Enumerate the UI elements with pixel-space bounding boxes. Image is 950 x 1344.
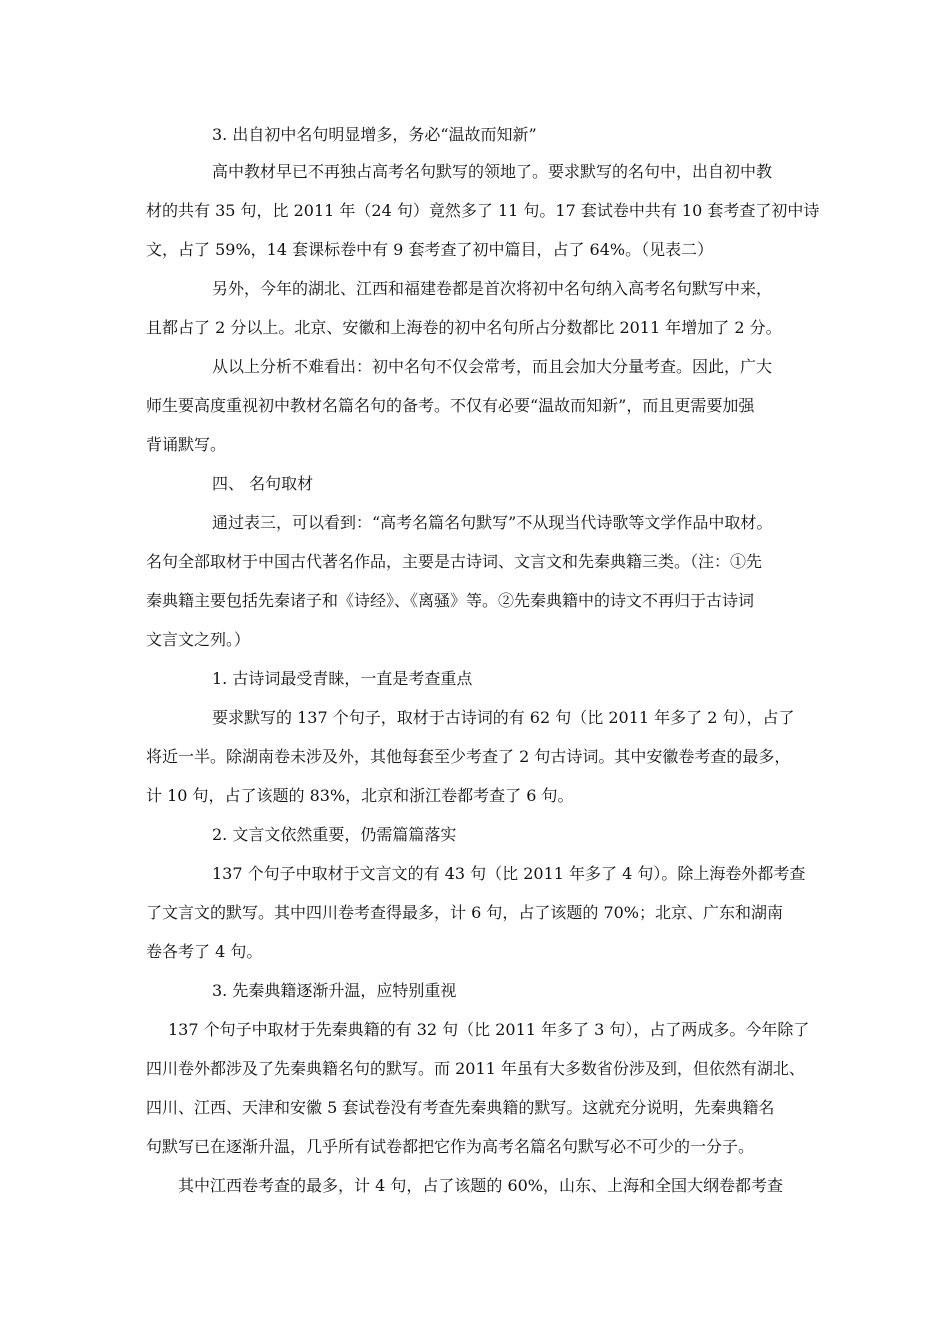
paragraph-line: 从以上分析不难看出：初中名句不仅会常考，而且会加大分量考查。因此，广大 [212, 357, 773, 376]
paragraph-line: 四川、江西、天津和安徽 5 套试卷没有考查先秦典籍的默写。这就充分说明，先秦典籍名 [146, 1098, 775, 1117]
section-heading: 1. 古诗词最受青睐，一直是考查重点 [212, 669, 473, 688]
paragraph-line: 137 个句子中取材于先秦典籍的有 32 句（比 2011 年多了 3 句），占了两成多。今年除了 [168, 1020, 810, 1039]
paragraph-line: 四川卷外都涉及了先秦典籍名句的默写。而 2011 年虽有大多数省份涉及到，但依然有湖北、 [146, 1059, 805, 1078]
section-heading: 四、 名句取材 [212, 474, 314, 493]
paragraph-line: 了文言文的默写。其中四川卷考查得最多，计 6 句，占了该题的 70%；北京、广东和湖南 [146, 903, 784, 922]
paragraph-line: 通过表三，可以看到：“高考名篇名句默写”不从现当代诗歌等文学作品中取材。 [212, 513, 773, 532]
paragraph-line: 要求默写的 137 个句子，取材于古诗词的有 62 句（比 2011 年多了 2 句），占了 [212, 708, 795, 727]
paragraph-line: 文言文之列。） [146, 630, 251, 649]
paragraph-line: 背诵默写。 [146, 435, 227, 454]
paragraph-line: 秦典籍主要包括先秦诸子和《诗经》、《离骚》等。②先秦典籍中的诗文不再归于古诗词 [146, 591, 755, 610]
paragraph-line: 高中教材早已不再独占高考名句默写的领地了。要求默写的名句中，出自初中教 [212, 162, 773, 181]
paragraph-line: 且都占了 2 分以上。北京、安徽和上海卷的初中名句所占分数都比 2011 年增加了 2 分。 [146, 318, 782, 337]
paragraph-line: 名句全部取材于中国古代著名作品，主要是古诗词、文言文和先秦典籍三类。（注：①先 [146, 552, 763, 571]
paragraph-line: 计 10 句，占了该题的 83%，北京和浙江卷都考查了 6 句。 [146, 786, 574, 805]
paragraph-line: 卷各考了 4 句。 [146, 942, 263, 961]
section-heading: 2. 文言文依然重要，仍需篇篇落实 [212, 825, 457, 844]
paragraph-line: 另外，今年的湖北、江西和福建卷都是首次将初中名句纳入高考名句默写中来， [212, 279, 773, 298]
paragraph-line: 师生要高度重视初中教材名篇名句的备考。不仅有必要“温故而知新”，而且更需要加强 [146, 396, 755, 415]
paragraph-line: 材的共有 35 句，比 2011 年（24 句）竟然多了 11 句。17 套试卷中共有 10 套考查了初中诗 [146, 201, 820, 220]
paragraph-line: 将近一半。除湖南卷未涉及外，其他每套至少考查了 2 句古诗词。其中安徽卷考查的最多， [146, 747, 791, 766]
paragraph-line: 句默写已在逐渐升温，几乎所有试卷都把它作为高考名篇名句默写必不可少的一分子。 [146, 1137, 755, 1156]
section-heading: 3. 先秦典籍逐渐升温，应特别重视 [212, 981, 457, 1000]
paragraph-line: 文，占了 59%，14 套课标卷中有 9 套考查了初中篇目，占了 64%。（见表二） [146, 240, 714, 259]
paragraph-line: 137 个句子中取材于文言文的有 43 句（比 2011 年多了 4 句）。除上海卷外都考查 [212, 864, 806, 883]
paragraph-line: 其中江西卷考查的最多，计 4 句，占了该题的 60%，山东、上海和全国大纲卷都考查 [178, 1176, 784, 1195]
section-heading: 3. 出自初中名句明显增多，务必“温故而知新” [212, 125, 537, 144]
